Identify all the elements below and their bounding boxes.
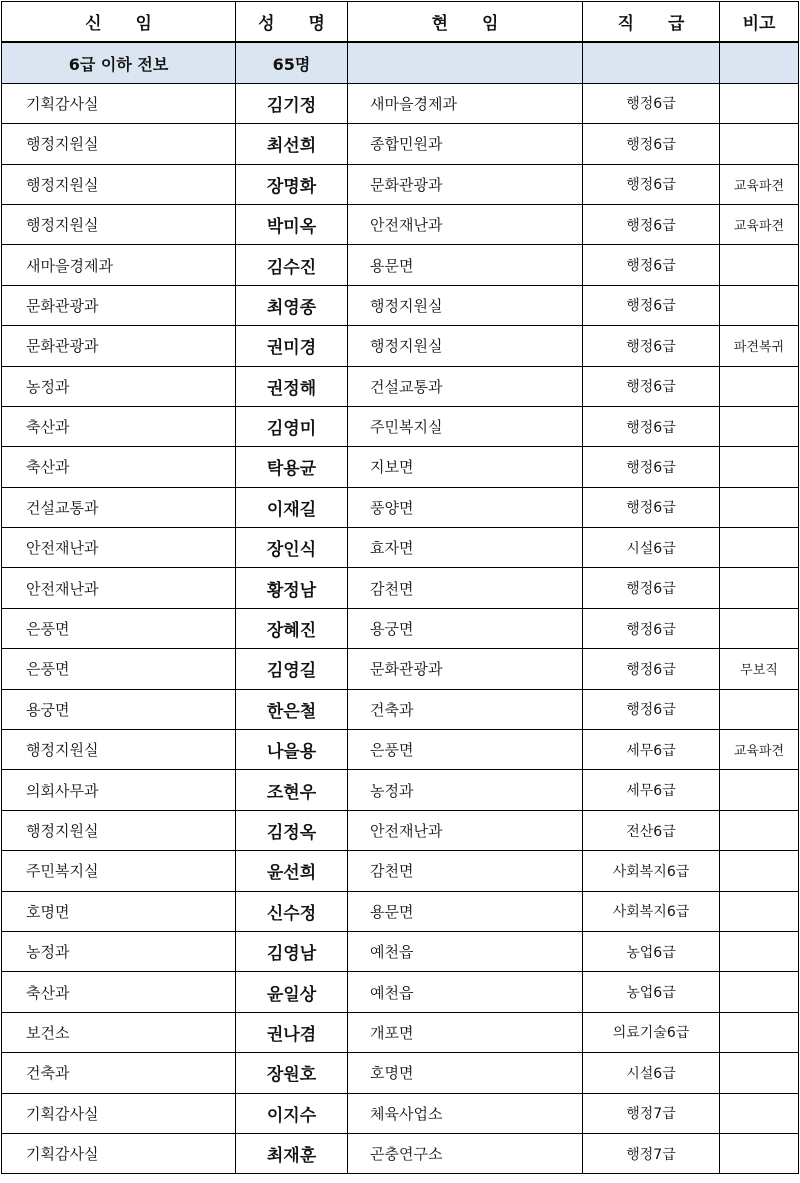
cell-grade: 행정7급 [583,1133,720,1173]
cell-current-post: 은풍면 [348,730,583,770]
cell-grade: 행정6급 [583,649,720,689]
cell-name: 신수정 [236,891,348,931]
cell-name: 최재훈 [236,1133,348,1173]
cell-current-post: 용문면 [348,891,583,931]
cell-grade: 전산6급 [583,810,720,850]
cell-grade: 행정6급 [583,83,720,123]
cell-note [720,1012,799,1052]
table-row [2,124,799,164]
table-row [2,366,799,406]
cell-grade: 세무6급 [583,730,720,770]
table-row [2,730,799,770]
header-grade: 직 급 [583,2,720,43]
cell-grade: 사회복지6급 [583,891,720,931]
cell-grade: 의료기술6급 [583,1012,720,1052]
cell-grade: 행정6급 [583,447,720,487]
summary-category: 6급 이하 전보 [2,42,236,83]
cell-grade: 행정6급 [583,124,720,164]
cell-new-post: 은풍면 [2,649,236,689]
cell-name: 윤선희 [236,851,348,891]
table-row [2,83,799,123]
cell-name: 탁용균 [236,447,348,487]
cell-note [720,245,799,285]
cell-grade: 행정6급 [583,406,720,446]
table-row [2,1133,799,1173]
cell-current-post: 개포면 [348,1012,583,1052]
cell-name: 김영미 [236,406,348,446]
cell-current-post: 풍양면 [348,487,583,527]
header-new-post: 신 임 [2,2,236,43]
cell-new-post: 행정지원실 [2,204,236,244]
table-row [2,528,799,568]
cell-note: 무보직 [720,649,799,689]
header-name: 성 명 [236,2,348,43]
cell-current-post: 건설교통과 [348,366,583,406]
cell-new-post: 건설교통과 [2,487,236,527]
cell-note: 교육파견 [720,204,799,244]
cell-new-post: 농정과 [2,366,236,406]
cell-name: 최선희 [236,124,348,164]
cell-current-post: 농정과 [348,770,583,810]
personnel-transfer-table [1,1,799,1174]
cell-current-post: 문화관광과 [348,649,583,689]
cell-current-post: 감천면 [348,568,583,608]
cell-name: 김정옥 [236,810,348,850]
summary-current [348,42,583,83]
cell-new-post: 농정과 [2,931,236,971]
cell-grade: 행정6급 [583,689,720,729]
cell-name: 장명화 [236,164,348,204]
summary-row [2,42,799,83]
summary-grade [583,42,720,83]
table-row [2,447,799,487]
cell-new-post: 호명면 [2,891,236,931]
cell-note [720,124,799,164]
cell-new-post: 새마을경제과 [2,245,236,285]
cell-current-post: 곤충연구소 [348,1133,583,1173]
cell-grade: 행정6급 [583,608,720,648]
header-current-post: 현 임 [348,2,583,43]
cell-new-post: 축산과 [2,406,236,446]
cell-name: 조현우 [236,770,348,810]
cell-note [720,810,799,850]
cell-note [720,931,799,971]
cell-new-post: 행정지원실 [2,164,236,204]
cell-grade: 행정6급 [583,366,720,406]
table-row [2,285,799,325]
cell-note [720,972,799,1012]
cell-new-post: 안전재난과 [2,528,236,568]
cell-grade: 농업6급 [583,931,720,971]
cell-grade: 행정6급 [583,326,720,366]
cell-name: 권미경 [236,326,348,366]
cell-note [720,770,799,810]
table-row [2,608,799,648]
cell-new-post: 축산과 [2,972,236,1012]
cell-grade: 행정6급 [583,487,720,527]
cell-note [720,83,799,123]
cell-current-post: 건축과 [348,689,583,729]
cell-new-post: 은풍면 [2,608,236,648]
table-row [2,245,799,285]
cell-name: 김영남 [236,931,348,971]
cell-new-post: 행정지원실 [2,124,236,164]
cell-current-post: 예천읍 [348,931,583,971]
cell-note [720,891,799,931]
cell-name: 권나겸 [236,1012,348,1052]
cell-note [720,568,799,608]
cell-note [720,1133,799,1173]
header-note: 비고 [720,2,799,43]
table-row [2,891,799,931]
cell-current-post: 예천읍 [348,972,583,1012]
table-row [2,568,799,608]
summary-count: 65명 [236,42,348,83]
cell-note [720,528,799,568]
cell-note [720,851,799,891]
cell-grade: 세무6급 [583,770,720,810]
summary-note [720,42,799,83]
cell-name: 윤일상 [236,972,348,1012]
cell-note [720,608,799,648]
cell-current-post: 지보면 [348,447,583,487]
table-row [2,406,799,446]
cell-new-post: 건축과 [2,1053,236,1093]
table-row [2,1012,799,1052]
table-header [2,2,799,43]
cell-name: 이재길 [236,487,348,527]
table-row [2,931,799,971]
table-row [2,689,799,729]
cell-new-post: 행정지원실 [2,810,236,850]
cell-name: 박미옥 [236,204,348,244]
cell-new-post: 보건소 [2,1012,236,1052]
cell-new-post: 안전재난과 [2,568,236,608]
cell-grade: 행정6급 [583,245,720,285]
table-row [2,204,799,244]
cell-new-post: 기획감사실 [2,83,236,123]
table-row [2,164,799,204]
cell-current-post: 안전재난과 [348,204,583,244]
cell-note [720,285,799,325]
table-row [2,770,799,810]
cell-grade: 행정6급 [583,568,720,608]
cell-note [720,406,799,446]
cell-grade: 행정7급 [583,1093,720,1133]
table-row [2,1053,799,1093]
cell-new-post: 기획감사실 [2,1133,236,1173]
cell-new-post: 행정지원실 [2,730,236,770]
table-row [2,851,799,891]
cell-grade: 사회복지6급 [583,851,720,891]
cell-name: 한은철 [236,689,348,729]
table-row [2,1093,799,1133]
cell-new-post: 기획감사실 [2,1093,236,1133]
cell-new-post: 주민복지실 [2,851,236,891]
cell-note [720,447,799,487]
cell-current-post: 종합민원과 [348,124,583,164]
cell-name: 권정해 [236,366,348,406]
cell-grade: 행정6급 [583,285,720,325]
cell-note [720,689,799,729]
header-row [2,2,799,43]
cell-note: 파견복귀 [720,326,799,366]
cell-current-post: 용궁면 [348,608,583,648]
cell-current-post: 안전재난과 [348,810,583,850]
cell-note: 교육파견 [720,730,799,770]
cell-current-post: 행정지원실 [348,326,583,366]
cell-note [720,366,799,406]
cell-grade: 행정6급 [583,164,720,204]
cell-grade: 행정6급 [583,204,720,244]
cell-current-post: 감천면 [348,851,583,891]
cell-note [720,1053,799,1093]
cell-current-post: 체육사업소 [348,1093,583,1133]
cell-name: 김기정 [236,83,348,123]
cell-new-post: 문화관광과 [2,285,236,325]
cell-name: 황정남 [236,568,348,608]
cell-new-post: 의회사무과 [2,770,236,810]
cell-note [720,487,799,527]
cell-current-post: 새마을경제과 [348,83,583,123]
cell-new-post: 문화관광과 [2,326,236,366]
cell-new-post: 용궁면 [2,689,236,729]
cell-current-post: 문화관광과 [348,164,583,204]
table-row [2,810,799,850]
cell-name: 장인식 [236,528,348,568]
cell-note: 교육파견 [720,164,799,204]
table-body [2,42,799,1173]
cell-current-post: 호명면 [348,1053,583,1093]
table-row [2,487,799,527]
cell-name: 장혜진 [236,608,348,648]
cell-grade: 시설6급 [583,1053,720,1093]
cell-name: 김영길 [236,649,348,689]
cell-current-post: 주민복지실 [348,406,583,446]
cell-grade: 시설6급 [583,528,720,568]
table-row [2,326,799,366]
cell-name: 이지수 [236,1093,348,1133]
cell-name: 나을용 [236,730,348,770]
cell-current-post: 용문면 [348,245,583,285]
cell-current-post: 행정지원실 [348,285,583,325]
table-row [2,649,799,689]
table-row [2,972,799,1012]
cell-grade: 농업6급 [583,972,720,1012]
cell-name: 장원호 [236,1053,348,1093]
cell-name: 김수진 [236,245,348,285]
cell-current-post: 효자면 [348,528,583,568]
cell-name: 최영종 [236,285,348,325]
cell-new-post: 축산과 [2,447,236,487]
cell-note [720,1093,799,1133]
